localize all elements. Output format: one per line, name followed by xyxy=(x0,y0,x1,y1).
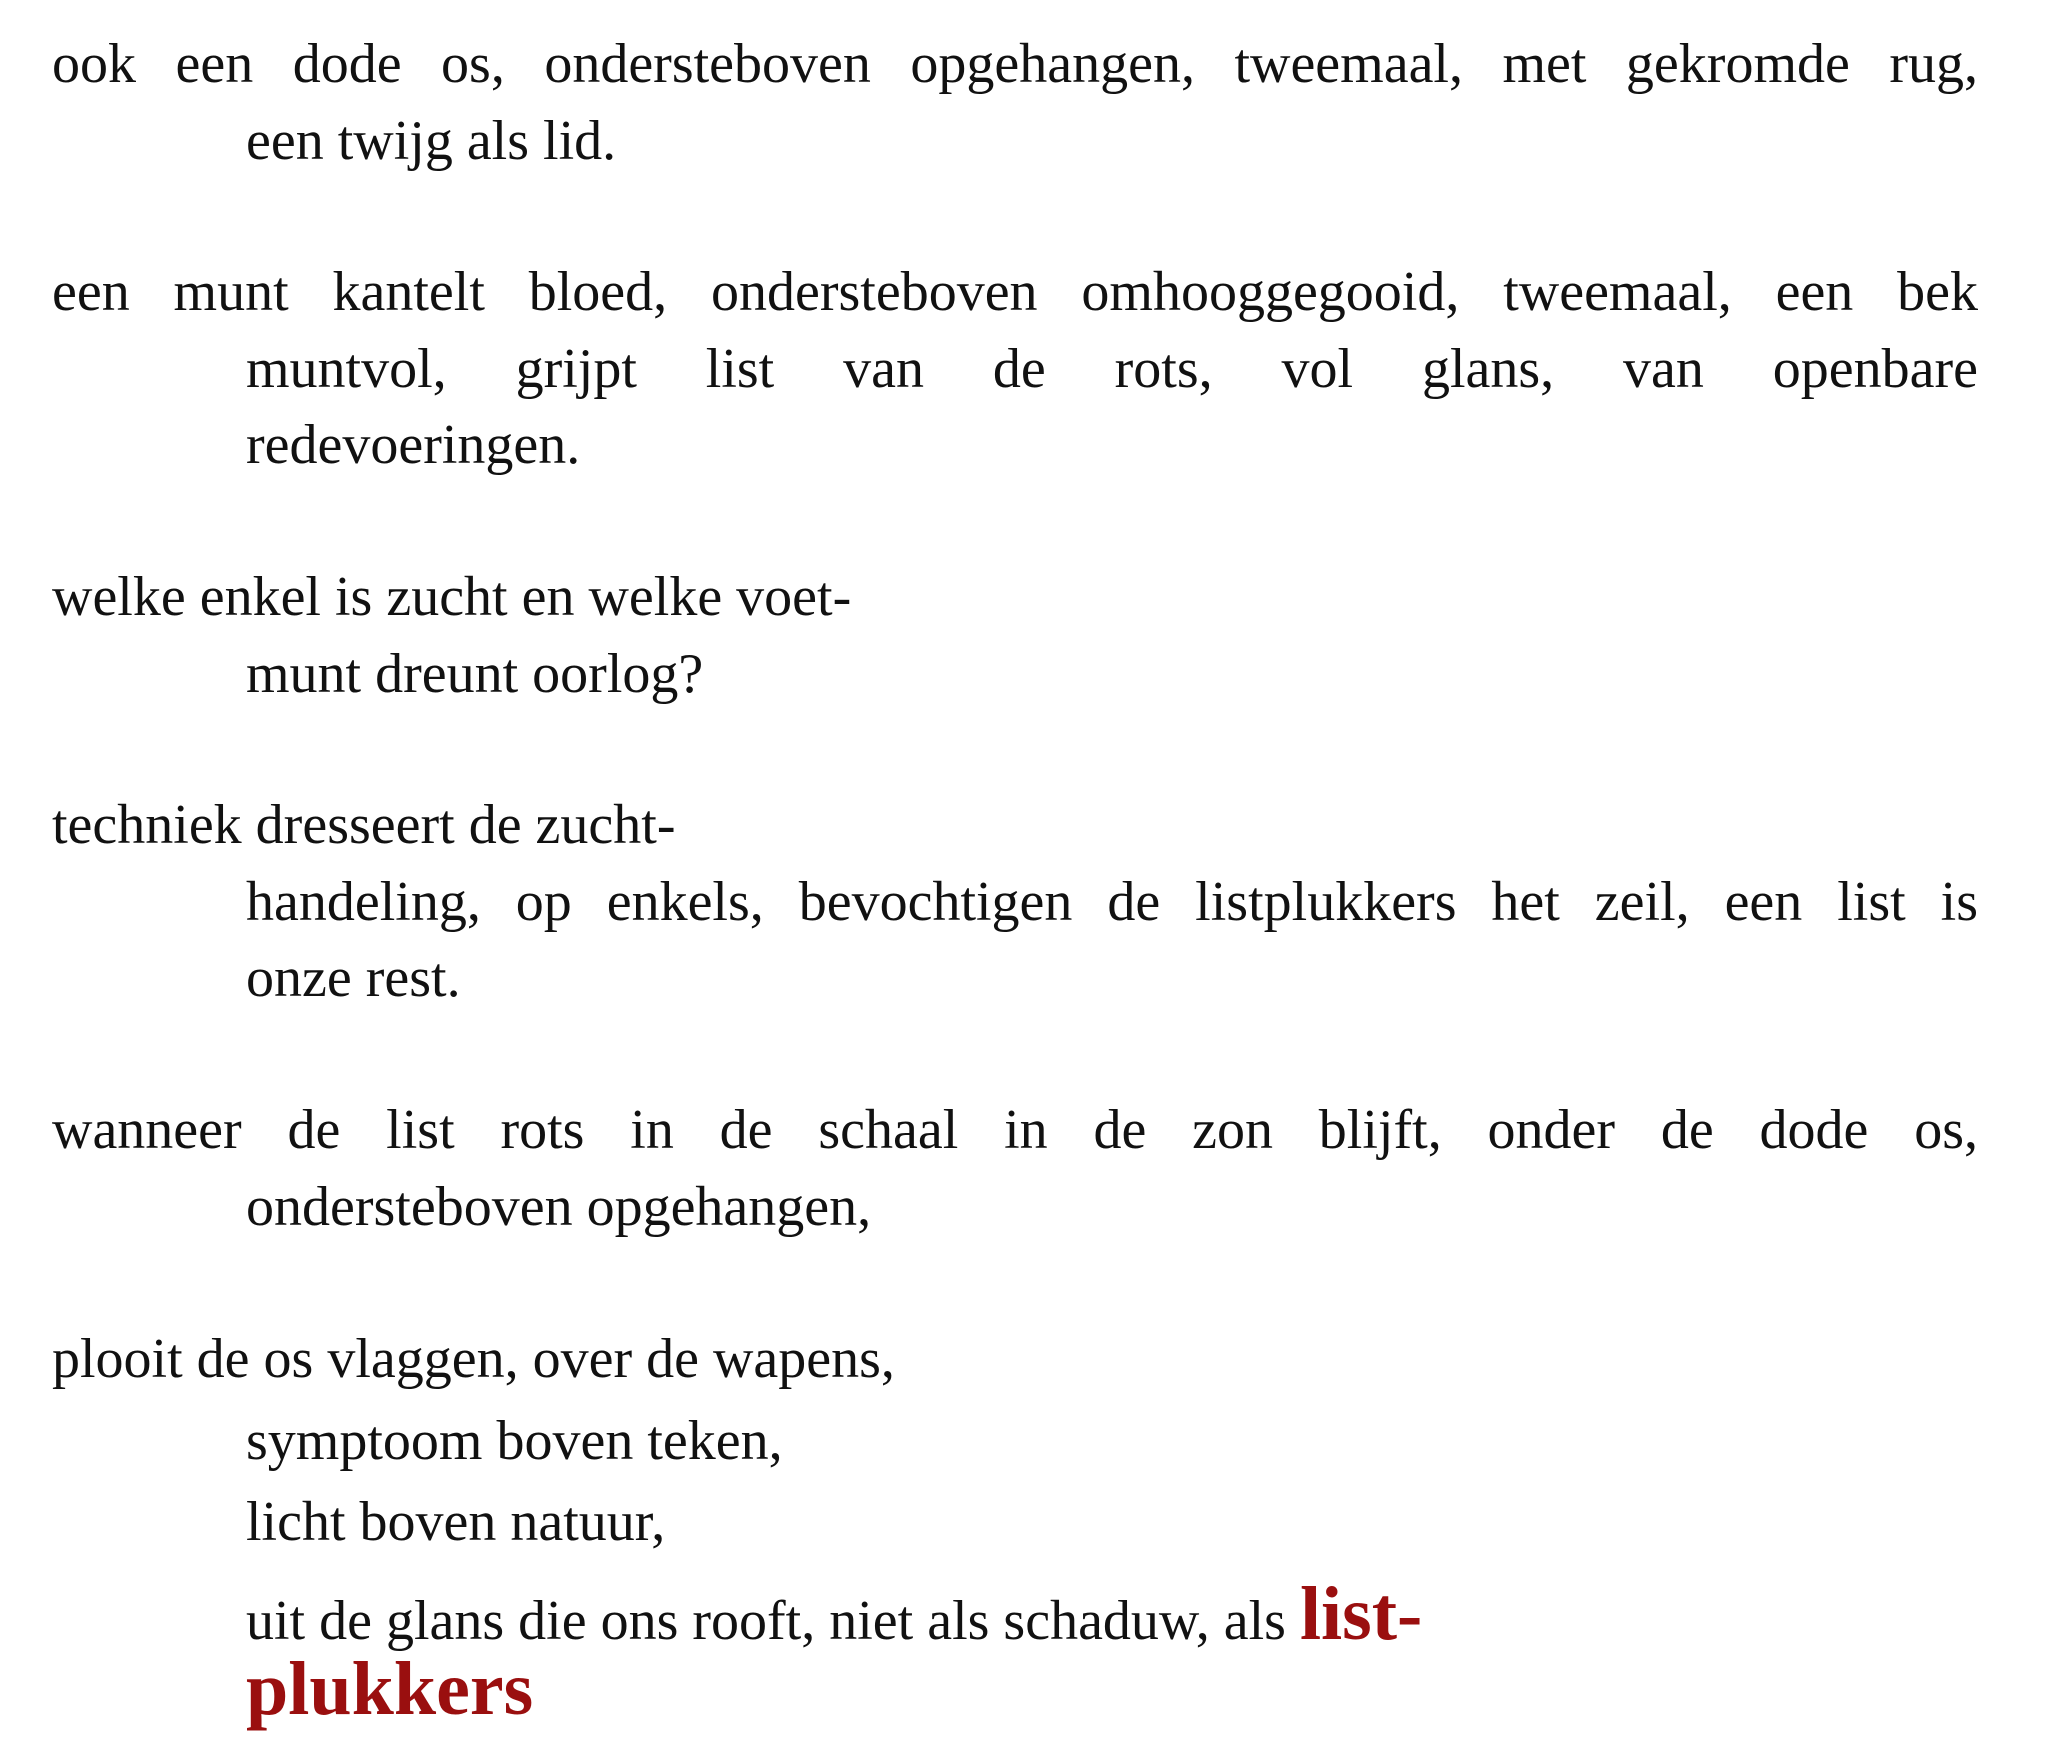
stanza-3-line-2: munt dreunt oorlog? xyxy=(246,643,704,705)
stanza-4-line-3: onze rest. xyxy=(246,947,461,1009)
stanza-6-line-3: licht boven natuur, xyxy=(246,1491,666,1553)
stanza-6-line-4-text: uit de glans die ons rooft, niet als schaduw, als xyxy=(246,1590,1300,1652)
stanza-2-line-3: redevoeringen. xyxy=(246,414,581,476)
stanza-1-line-2: een twijg als lid. xyxy=(246,110,617,172)
stanza-3-line-1: welke enkel is zucht en welke voet- xyxy=(52,566,852,628)
stanza-6-line-1: plooit de os vlaggen, over de wapens, xyxy=(52,1328,895,1390)
stanza-5-line-1: wanneer de list rots in de schaal in de zon blijft, onder de dode os, xyxy=(52,1099,1978,1161)
stanza-2-line-2: muntvol, grijpt list van de rots, vol glans, van openbare xyxy=(246,338,1978,400)
stanza-4-line-1: techniek dresseert de zucht- xyxy=(52,794,676,856)
stanza-2-line-1: een munt kantelt bloed, ondersteboven omhooggegooid, tweemaal, een bek xyxy=(52,261,1978,323)
stanza-1-line-1: ook een dode os, ondersteboven opgehangen, tweemaal, met gekromde rug, xyxy=(52,33,1978,95)
stanza-5-line-2: ondersteboven opgehangen, xyxy=(246,1176,872,1238)
stanza-6-line-2: symptoom boven teken, xyxy=(246,1410,783,1472)
final-word: plukkers xyxy=(246,1647,534,1731)
stanza-4-line-2: handeling, op enkels, bevochtigen de listplukkers het zeil, een list is xyxy=(246,871,1978,933)
stanza-6-line-4 xyxy=(246,1572,1423,1656)
final-accent-word: list- xyxy=(1299,1572,1423,1656)
